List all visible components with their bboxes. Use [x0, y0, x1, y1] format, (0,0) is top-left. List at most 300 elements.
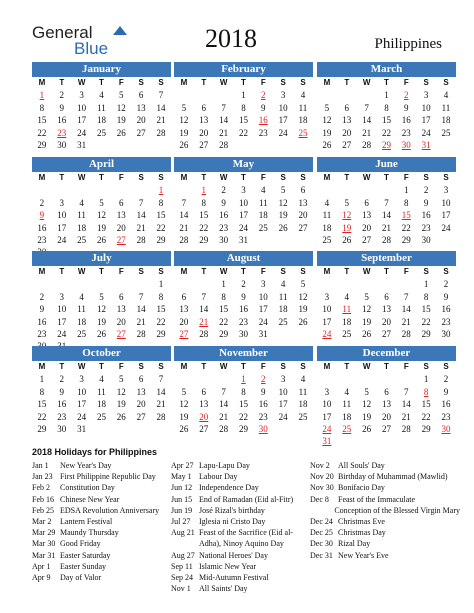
day-cell: 29: [421, 423, 431, 434]
day-cell: 10: [77, 386, 87, 397]
day-cell: 29: [37, 139, 47, 150]
week-row: [317, 102, 456, 114]
holiday-row: [171, 516, 308, 527]
day-cell: 18: [278, 304, 288, 315]
holiday-row: [310, 538, 460, 549]
weekday-label: F: [403, 173, 409, 182]
day-cell: 24: [421, 127, 431, 138]
holiday-date: Feb 16: [32, 494, 54, 504]
month-header: January: [32, 62, 171, 77]
logo-blue-text: Blue: [74, 39, 109, 58]
month-july: [32, 251, 171, 353]
day-cell: 15: [199, 210, 209, 221]
empty-day-cell: [293, 139, 313, 151]
day-cell: 17: [322, 316, 332, 327]
day-cell: 6: [119, 197, 124, 208]
holiday-row: [32, 572, 169, 583]
day-cell: 27: [298, 222, 308, 233]
day-cell: 27: [199, 139, 209, 150]
day-cell: 24: [322, 328, 332, 339]
weekday-row: [317, 266, 456, 278]
day-cell: 21: [136, 222, 146, 233]
day-cell: 5: [364, 291, 369, 302]
day-cell: 22: [381, 127, 391, 138]
day-cell: 16: [441, 399, 451, 410]
day-cell: 21: [199, 316, 209, 327]
day-cell: 2: [443, 279, 449, 290]
day-cell: 3: [280, 374, 286, 385]
month-header: April: [32, 157, 171, 172]
day-cell: 30: [238, 328, 248, 339]
empty-day-cell: [52, 278, 72, 290]
weekday-row: [174, 361, 313, 373]
day-cell: 18: [258, 210, 268, 221]
day-cell: 24: [57, 328, 67, 339]
week-row: [317, 291, 456, 303]
week-row: [32, 398, 171, 410]
week-row: [32, 328, 171, 340]
day-cell: 16: [258, 399, 268, 410]
day-cell: 5: [324, 102, 330, 113]
month-header: September: [317, 251, 456, 266]
day-cell: 17: [441, 210, 451, 221]
empty-day-cell: [357, 373, 377, 385]
day-cell: 20: [136, 115, 146, 126]
holiday-date: Nov 2: [310, 461, 330, 470]
holiday-name: Lantern Festival: [60, 516, 113, 526]
empty-day-cell: [32, 278, 52, 290]
day-cell: 23: [37, 234, 47, 245]
day-cell: 7: [181, 197, 187, 208]
day-cell: 2: [404, 90, 409, 101]
holiday-date: Jan 23: [32, 472, 53, 482]
day-cell: 16: [441, 304, 451, 315]
day-cell: 17: [238, 210, 248, 221]
day-cell: 28: [156, 127, 166, 138]
weekday-label: T: [344, 173, 350, 182]
month-january: [32, 62, 171, 151]
empty-day-cell: [234, 139, 254, 151]
holiday-date: May 1: [171, 472, 192, 482]
day-cell: 15: [421, 399, 431, 410]
day-cell: 15: [156, 210, 166, 221]
weekday-label: W: [77, 362, 86, 371]
day-cell: 11: [342, 304, 352, 315]
day-cell: 21: [156, 399, 166, 410]
day-cell: 25: [322, 234, 332, 245]
weekday-label: T: [344, 362, 350, 371]
empty-day-cell: [131, 423, 151, 435]
holiday-row: [171, 572, 308, 583]
day-cell: 12: [278, 197, 288, 208]
weekday-label: S: [423, 173, 429, 182]
day-cell: 24: [278, 411, 288, 422]
day-cell: 26: [179, 139, 189, 150]
weekday-label: W: [362, 267, 371, 276]
holiday-date: Nov 30: [310, 483, 334, 493]
holiday-name: Good Friday: [60, 539, 101, 549]
brand-logo: [32, 24, 108, 57]
day-cell: 7: [221, 102, 226, 113]
day-cell: 26: [362, 328, 372, 339]
day-cell: 30: [441, 328, 451, 339]
holiday-name: New Year's Eve: [338, 550, 389, 560]
day-cell: 30: [57, 139, 67, 150]
day-cell: 5: [119, 374, 124, 385]
day-cell: 14: [136, 210, 146, 221]
week-row: [317, 234, 456, 246]
day-cell: 12: [96, 304, 106, 315]
weekday-row: [32, 361, 171, 373]
day-cell: 12: [116, 102, 126, 113]
weekday-label: S: [423, 362, 429, 371]
day-cell: 19: [298, 304, 308, 315]
weekday-label: W: [219, 362, 228, 371]
holiday-row: [310, 550, 460, 561]
day-cell: 8: [201, 197, 207, 208]
day-cell: 29: [238, 423, 248, 434]
empty-day-cell: [131, 278, 151, 290]
day-cell: 21: [362, 127, 372, 138]
day-cell: 18: [77, 316, 87, 327]
day-cell: 22: [156, 222, 166, 233]
week-row: [174, 184, 313, 196]
day-cell: 21: [401, 316, 411, 327]
week-row: [317, 89, 456, 101]
week-row: [32, 234, 171, 246]
day-cell: 27: [116, 234, 126, 245]
day-cell: 10: [278, 102, 288, 113]
weekday-label: M: [180, 173, 188, 182]
empty-day-cell: [253, 139, 273, 151]
calendar-year: 2018: [205, 24, 257, 53]
day-cell: 19: [96, 316, 106, 327]
day-cell: 16: [37, 222, 47, 233]
day-cell: 24: [77, 127, 87, 138]
day-cell: 26: [362, 423, 372, 434]
holiday-row: [171, 505, 308, 516]
day-cell: 20: [298, 210, 308, 221]
weekday-label: S: [443, 362, 449, 371]
weekday-label: W: [362, 173, 371, 182]
day-cell: 10: [77, 102, 87, 113]
day-cell: 15: [421, 304, 431, 315]
day-cell: 19: [278, 210, 288, 221]
week-row: [317, 197, 456, 209]
day-cell: 30: [421, 234, 431, 245]
holiday-name: Islamic New Year: [199, 561, 257, 571]
holiday-date: Jun 19: [171, 505, 193, 515]
day-cell: 3: [443, 185, 449, 196]
holiday-name: Easter Saturday: [60, 550, 111, 560]
day-cell: 8: [39, 386, 45, 397]
holiday-name: Constitution Day: [60, 483, 115, 493]
weekday-label: T: [201, 362, 207, 371]
empty-day-cell: [357, 184, 377, 196]
month-september: [317, 251, 456, 340]
week-row: [174, 197, 313, 209]
day-cell: 8: [39, 102, 45, 113]
day-cell: 21: [219, 411, 229, 422]
weekday-label: M: [180, 267, 188, 276]
weekday-label: T: [384, 267, 389, 276]
day-cell: 29: [421, 328, 431, 339]
week-row: [32, 209, 171, 221]
weekday-label: S: [423, 267, 429, 276]
weekday-label: F: [118, 267, 124, 276]
empty-day-cell: [194, 373, 214, 385]
day-cell: 18: [342, 411, 352, 422]
day-cell: 4: [300, 374, 306, 385]
empty-day-cell: [436, 234, 456, 246]
day-cell: 19: [96, 222, 106, 233]
weekday-label: T: [384, 78, 389, 87]
empty-day-cell: [32, 184, 52, 196]
holiday-column: [310, 460, 460, 561]
day-cell: 1: [158, 279, 164, 290]
day-cell: 13: [136, 386, 146, 397]
holiday-date: Nov 20: [310, 472, 334, 482]
day-cell: 27: [136, 411, 146, 422]
day-cell: 6: [384, 386, 389, 397]
day-cell: 10: [57, 304, 67, 315]
day-cell: 3: [324, 291, 330, 302]
day-cell: 26: [278, 222, 288, 233]
week-row: [317, 139, 456, 151]
day-cell: 27: [362, 234, 372, 245]
empty-day-cell: [72, 278, 92, 290]
day-cell: 19: [179, 127, 189, 138]
empty-day-cell: [396, 278, 416, 290]
empty-day-cell: [317, 184, 337, 196]
holiday-date: Dec 30: [310, 539, 333, 549]
weekday-label: W: [77, 173, 86, 182]
day-cell: 21: [381, 222, 391, 233]
holiday-date: [171, 538, 199, 549]
day-cell: 3: [280, 90, 286, 101]
empty-day-cell: [273, 139, 293, 151]
holiday-date: Jan 1: [32, 461, 49, 470]
weekday-label: S: [138, 267, 144, 276]
holiday-row: [32, 494, 169, 505]
weekday-label: T: [99, 267, 104, 276]
day-cell: 23: [421, 222, 431, 233]
day-cell: 31: [77, 139, 87, 150]
week-row: [174, 114, 313, 126]
weekday-row: [174, 172, 313, 184]
country-name: Philippines: [374, 36, 442, 52]
holiday-name: Easter Sunday: [60, 561, 106, 571]
day-cell: 17: [57, 316, 67, 327]
holiday-date: Feb 25: [32, 505, 54, 515]
holiday-date: Nov 1: [171, 584, 191, 594]
day-cell: 14: [219, 399, 229, 410]
week-row: [317, 386, 456, 398]
day-cell: 26: [322, 139, 332, 150]
day-cell: 8: [423, 291, 429, 302]
day-cell: 26: [342, 234, 352, 245]
day-cell: 13: [381, 304, 391, 315]
day-cell: 4: [443, 90, 449, 101]
day-cell: 28: [219, 139, 229, 150]
day-cell: 29: [156, 328, 166, 339]
day-cell: 29: [381, 139, 391, 150]
week-row: [317, 411, 456, 423]
day-cell: 27: [136, 127, 146, 138]
empty-day-cell: [416, 435, 436, 447]
holiday-row: [310, 482, 460, 493]
weekday-label: T: [99, 362, 104, 371]
day-cell: 19: [362, 411, 372, 422]
empty-day-cell: [111, 139, 131, 151]
holiday-date: Mar 2: [32, 516, 52, 526]
weekday-label: T: [59, 173, 65, 182]
day-cell: 19: [179, 411, 189, 422]
weekday-label: S: [158, 362, 164, 371]
weekday-label: S: [300, 173, 306, 182]
holiday-row: [32, 460, 169, 471]
day-cell: 13: [179, 304, 189, 315]
week-row: [174, 373, 313, 385]
empty-day-cell: [174, 184, 194, 196]
holiday-row: [310, 494, 460, 505]
empty-day-cell: [436, 139, 456, 151]
weekday-label: F: [118, 78, 124, 87]
weekday-row: [317, 77, 456, 89]
holiday-name: National Heroes' Day: [199, 550, 268, 560]
holiday-name: Iglesia ni Cristo Day: [199, 516, 266, 526]
day-cell: 12: [362, 399, 372, 410]
holiday-row: [32, 561, 169, 572]
weekday-label: S: [158, 78, 164, 87]
day-cell: 16: [421, 210, 431, 221]
day-cell: 28: [156, 411, 166, 422]
day-cell: 4: [300, 90, 306, 101]
day-cell: 6: [119, 291, 124, 302]
day-cell: 1: [384, 90, 389, 101]
empty-day-cell: [293, 328, 313, 340]
day-cell: 7: [158, 90, 164, 101]
day-cell: 14: [401, 399, 411, 410]
day-cell: 11: [97, 102, 106, 113]
day-cell: 2: [443, 374, 449, 385]
day-cell: 29: [219, 328, 229, 339]
empty-day-cell: [111, 184, 131, 196]
day-cell: 1: [158, 185, 164, 196]
week-row: [317, 114, 456, 126]
holiday-row: [310, 516, 460, 527]
day-cell: 3: [261, 279, 266, 290]
holiday-column: [32, 460, 169, 583]
day-cell: 25: [278, 316, 288, 327]
day-cell: 22: [421, 316, 431, 327]
weekday-row: [317, 361, 456, 373]
day-cell: 16: [37, 316, 47, 327]
holiday-row: [310, 471, 460, 482]
month-august: [174, 251, 313, 340]
weekday-label: F: [260, 362, 266, 371]
holiday-column: [171, 460, 308, 594]
day-cell: 2: [221, 185, 226, 196]
weekday-label: S: [280, 173, 286, 182]
empty-day-cell: [92, 139, 112, 151]
day-cell: 3: [241, 185, 246, 196]
logo-triangle-icon: [113, 26, 127, 35]
week-row: [317, 209, 456, 221]
holiday-row: [171, 471, 308, 482]
day-cell: 8: [221, 291, 226, 302]
holiday-row: [171, 550, 308, 561]
day-cell: 9: [261, 386, 266, 397]
day-cell: 24: [77, 411, 87, 422]
empty-day-cell: [317, 89, 337, 101]
day-cell: 8: [241, 386, 246, 397]
weekday-label: T: [59, 362, 65, 371]
holiday-row: [32, 482, 169, 493]
day-cell: 12: [116, 386, 126, 397]
weekday-label: S: [138, 173, 144, 182]
day-cell: 23: [238, 316, 248, 327]
day-cell: 14: [199, 304, 209, 315]
day-cell: 6: [201, 102, 207, 113]
weekday-label: T: [59, 78, 65, 87]
day-cell: 4: [344, 291, 350, 302]
day-cell: 23: [37, 328, 47, 339]
holiday-row: [32, 550, 169, 561]
week-row: [174, 139, 313, 151]
weekday-label: S: [158, 267, 164, 276]
weekday-label: T: [384, 173, 389, 182]
day-cell: 23: [219, 222, 229, 233]
day-cell: 16: [57, 399, 67, 410]
day-cell: 16: [258, 115, 268, 126]
day-cell: 22: [238, 127, 248, 138]
day-cell: 24: [441, 222, 451, 233]
day-cell: 20: [381, 316, 391, 327]
holiday-row: [32, 505, 169, 516]
day-cell: 7: [404, 386, 409, 397]
holiday-name: Christmas Eve: [338, 516, 385, 526]
day-cell: 6: [300, 185, 306, 196]
day-cell: 22: [421, 411, 431, 422]
week-row: [317, 398, 456, 410]
day-cell: 2: [39, 197, 45, 208]
week-row: [32, 278, 171, 290]
empty-day-cell: [436, 435, 456, 447]
day-cell: 4: [99, 90, 104, 101]
day-cell: 29: [401, 234, 411, 245]
day-cell: 17: [77, 399, 87, 410]
weekday-label: W: [219, 267, 228, 276]
weekday-label: F: [118, 173, 124, 182]
holiday-row: [171, 494, 308, 505]
day-cell: 5: [300, 279, 306, 290]
holiday-row: [171, 583, 308, 594]
holiday-name: Rizal Day: [338, 539, 371, 549]
day-cell: 22: [199, 222, 209, 233]
day-cell: 9: [241, 291, 246, 302]
holiday-row: [171, 460, 308, 471]
day-cell: 4: [99, 374, 104, 385]
week-row: [174, 423, 313, 435]
day-cell: 30: [258, 423, 268, 434]
weekday-label: W: [219, 173, 228, 182]
holiday-date: Dec 31: [310, 550, 333, 560]
holiday-date: Apr 9: [32, 572, 51, 582]
day-cell: 24: [322, 423, 332, 434]
day-cell: 22: [156, 316, 166, 327]
day-cell: 12: [179, 115, 189, 126]
